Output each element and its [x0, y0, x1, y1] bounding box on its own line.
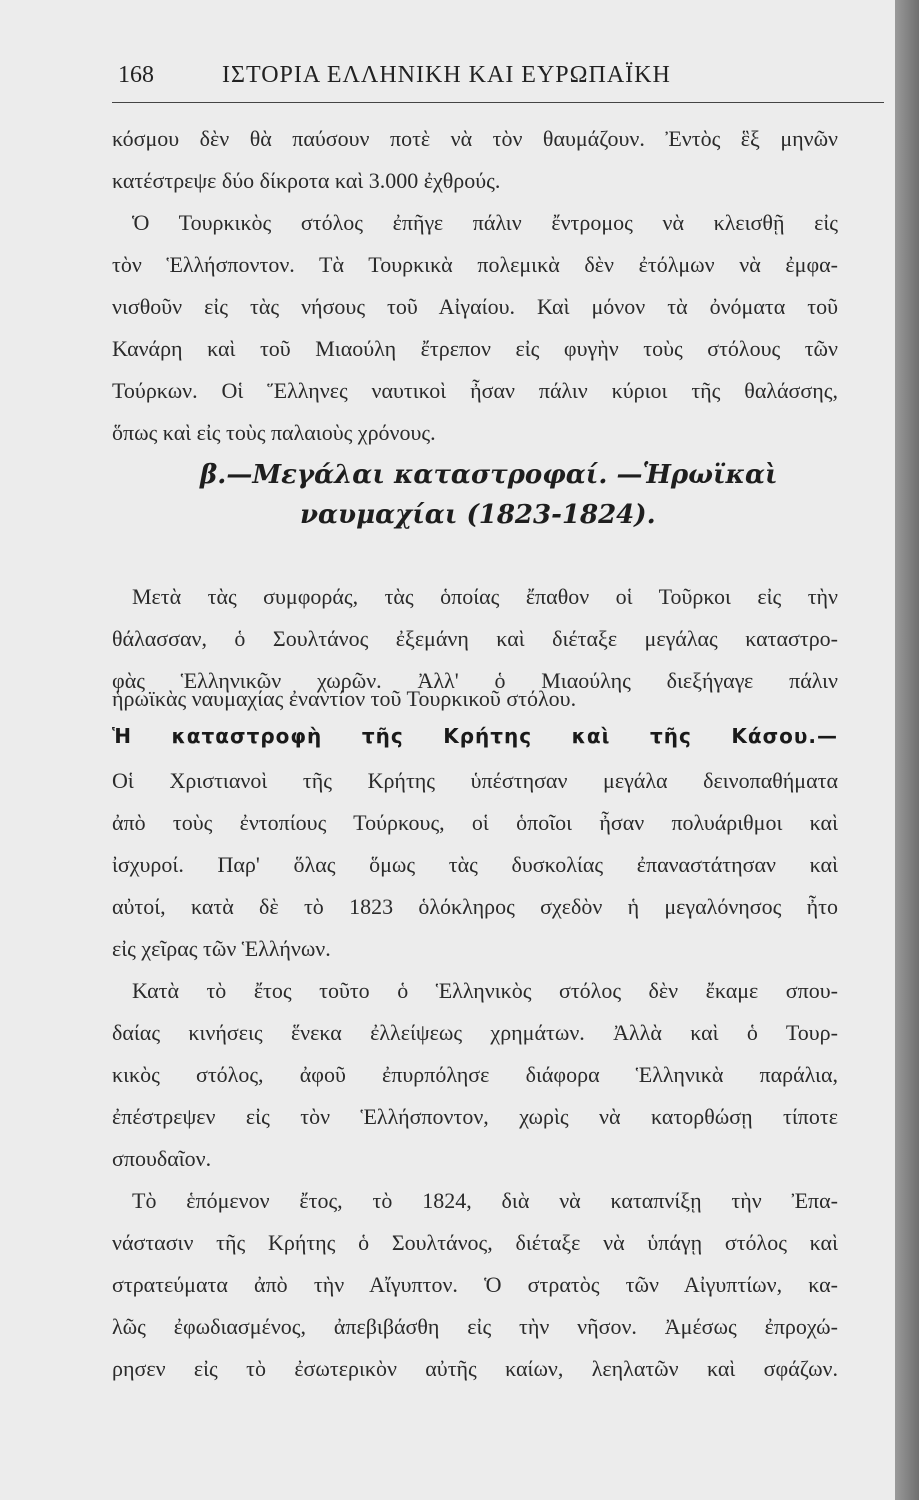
text-line: αὐτοί, κατὰ δὲ τὸ 1823 ὁλόκληρος σχεδὸν ἡ μεγαλόνησος ἦτο — [112, 894, 838, 919]
text-line: νάστασιν τῆς Κρήτης ὁ Σουλτάνος, διέταξε νὰ ὑπάγῃ στόλος καὶ — [112, 1230, 838, 1255]
text-line: τὸν Ἑλλήσποντον. Τὰ Τουρκικὰ πολεμικὰ δὲν ἐτόλμων νὰ ἐμφα- — [112, 252, 838, 277]
text-line: κόσμου δὲν θὰ παύσουν ποτὲ νὰ τὸν θαυμάζουν. Ἐντὸς ἓξ μηνῶν — [112, 126, 838, 151]
text-line: Κατὰ τὸ ἔτος τοῦτο ὁ Ἑλληνικὸς στόλος δὲν ἔκαμε σπου- — [132, 978, 838, 1003]
text-line: ἰσχυροί. Παρ' ὅλας ὅμως τὰς δυσκολίας ἐπαναστάτησαν καὶ — [112, 852, 838, 877]
text-line: δαίας κινήσεις ἕνεκα ἐλλείψεως χρημάτων. Ἀλλὰ καὶ ὁ Τουρ- — [112, 1020, 838, 1045]
text-line: θάλασσαν, ὁ Σουλτάνος ἐξεμάνη καὶ διέταξε μεγάλας καταστρο- — [112, 626, 838, 651]
text-line: Τούρκων. Οἱ Ἕλληνες ναυτικοὶ ἦσαν πάλιν κύριοι τῆς θαλάσσης, — [112, 378, 838, 403]
text-line: ἀπὸ τοὺς ἐντοπίους Τούρκους, οἱ ὁποῖοι ἦσαν πολυάριθμοι καὶ — [112, 810, 838, 835]
text-line: Οἱ Χριστιανοὶ τῆς Κρήτης ὑπέστησαν μεγάλα δεινοπαθήματα — [112, 768, 838, 793]
text-line: ρησεν εἰς τὸ ἐσωτερικὸν αὐτῆς καίων, λεηλατῶν καὶ σφάζων. — [112, 1356, 838, 1381]
text-line: λῶς ἐφωδιασμένος, ἀπεβιβάσθη εἰς τὴν νῆσον. Ἀμέσως ἐπροχώ- — [112, 1314, 838, 1339]
text-line: ἡρωϊκὰς ναυμαχίας ἐναντίον τοῦ Τουρκικοῦ στόλου. — [112, 686, 577, 711]
running-header — [112, 62, 884, 103]
text-line: κικὸς στόλος, ἀφοῦ ἐπυρπόλησε διάφορα Ἑλληνικὰ παράλια, — [112, 1062, 838, 1087]
text-line: Ὁ Τουρκικὸς στόλος ἐπῆγε πάλιν ἔντρομος νὰ κλεισθῇ εἰς — [132, 210, 838, 235]
text-line: φὰς Ἑλληνικῶν χωρῶν. Ἀλλ' ὁ Μιαούλης διεξήγαγε πάλιν — [112, 668, 838, 693]
page-number: 168 — [118, 62, 154, 88]
text-line: ἐπέστρεψεν εἰς τὸν Ἑλλήσποντον, χωρὶς νὰ κατορθώσῃ τίποτε — [112, 1104, 838, 1129]
text-line: νισθοῦν εἰς τὰς νήσους τοῦ Αἰγαίου. Καὶ μόνον τὰ ὀνόματα τοῦ — [112, 294, 838, 319]
text-line: Τὸ ἑπόμενον ἔτος, τὸ 1824, διὰ νὰ καταπνίξῃ τὴν Ἐπα- — [132, 1188, 838, 1213]
text-line: εἰς χεῖρας τῶν Ἑλλήνων. — [112, 936, 331, 961]
text-line: ὅπως καὶ εἰς τοὺς παλαιοὺς χρόνους. — [112, 420, 436, 445]
section-heading-line-1: β.—Μεγάλαι καταστροφαί. —Ἡρωϊκαὶ — [200, 460, 778, 490]
text-line: κατέστρεψε δύο δίκροτα καὶ 3.000 ἐχθρούς. — [112, 168, 501, 193]
text-line: Μετὰ τὰς συμφοράς, τὰς ὁποίας ἔπαθον οἱ Τοῦρκοι εἰς τὴν — [132, 584, 838, 609]
running-title: ΙΣΤΟΡΙΑ ΕΛΛΗΝΙΚΗ ΚΑΙ ΕΥΡΩΠΑΪΚΗ — [222, 62, 671, 88]
text-line: σπουδαῖον. — [112, 1146, 212, 1171]
page-edge-shadow — [895, 0, 919, 1500]
text-line: Κανάρη καὶ τοῦ Μιαούλη ἔτρεπον εἰς φυγὴν τοὺς στόλους τῶν — [112, 336, 838, 361]
section-heading-line-2: ναυμαχίαι (1823-1824). — [300, 500, 656, 530]
subheading: Ἡ καταστροφὴ τῆς Κρήτης καὶ τῆς Κάσου.— — [112, 724, 838, 748]
text-line: στρατεύματα ἀπὸ τὴν Αἴγυπτον. Ὁ στρατὸς τῶν Αἰγυπτίων, κα- — [112, 1272, 838, 1297]
